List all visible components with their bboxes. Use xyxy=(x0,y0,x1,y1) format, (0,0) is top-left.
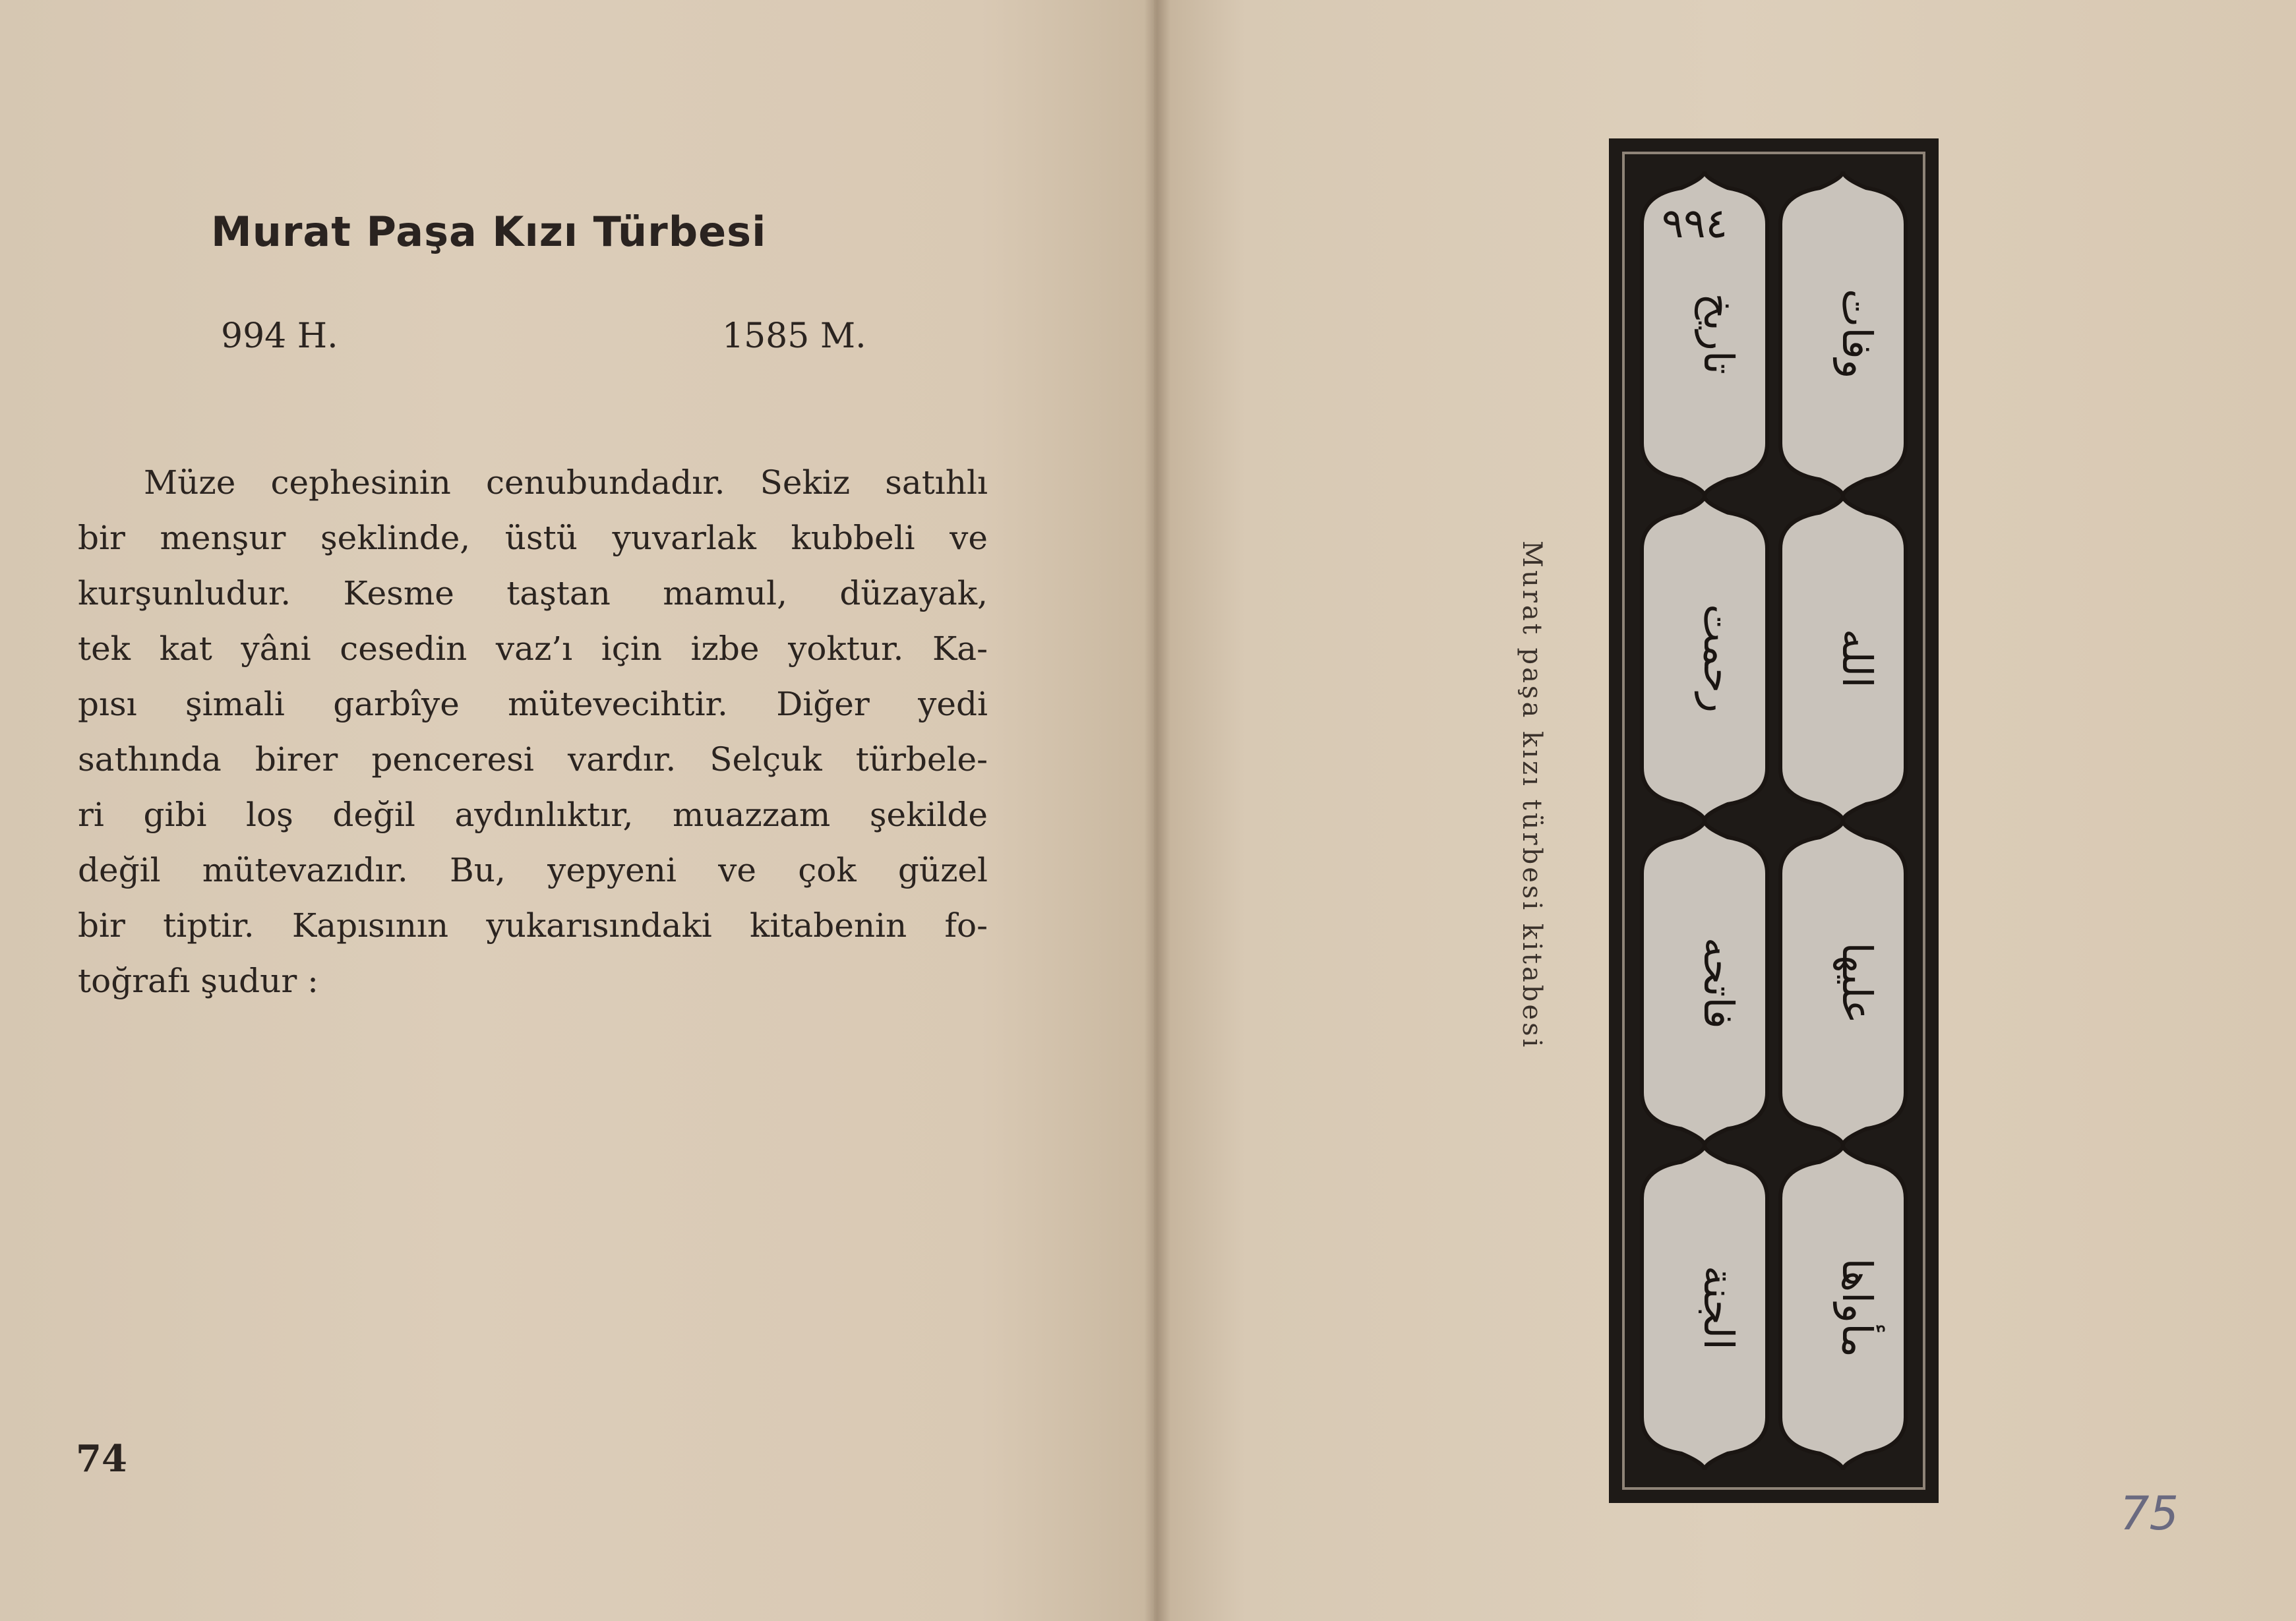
date-miladi: 1585 M. xyxy=(722,316,866,356)
page-number-right: 75 xyxy=(2120,1487,2179,1541)
page-number-left: 74 xyxy=(76,1437,127,1481)
inscription-photo xyxy=(1609,138,1939,1503)
body-line: bir tiptir. Kapısının yukarısındaki kitabenin fo- xyxy=(78,906,988,945)
body-line: bir menşur şeklinde, üstü yuvarlak kubbeli ve xyxy=(78,519,988,557)
inscription-date: ٩٩٤ xyxy=(1662,199,1728,247)
body-line: Müze cephesinin cenubundadır. Sekiz satıhlı xyxy=(144,463,988,502)
inscription-text: الجنة xyxy=(1695,1265,1743,1350)
body-paragraph xyxy=(78,455,988,1009)
inscription-text: فاتحه xyxy=(1695,937,1743,1029)
body-line: değil mütevazıdır. Bu, yepyeni ve çok güzel xyxy=(78,851,988,889)
date-hijri: 994 H. xyxy=(221,316,338,356)
figure-caption: Murat paşa kızı türbesi kitabesi xyxy=(1517,541,1547,1050)
body-line: ri gibi loş değil aydınlıktır, muazzam şekilde xyxy=(78,796,988,834)
inscription-text: رحمت xyxy=(1695,604,1743,713)
body-line: sathında birer penceresi vardır. Selçuk türbele- xyxy=(78,740,988,779)
inscription-text: تاريخ xyxy=(1695,293,1743,374)
book-gutter xyxy=(1144,0,1170,1621)
page-title: Murat Paşa Kızı Türbesi xyxy=(211,208,767,256)
inscription-text: وفات xyxy=(1833,288,1881,379)
body-line: pısı şimali garbîye mütevecihtir. Diğer yedi xyxy=(78,685,988,723)
body-line: toğrafı şudur : xyxy=(78,962,319,1000)
body-line: tek kat yâni cesedin vaz’ı için izbe yoktur. Ka- xyxy=(78,630,988,668)
inscription-text: الله xyxy=(1833,628,1881,688)
body-line: kurşunludur. Kesme taştan mamul, düzayak, xyxy=(78,574,988,612)
inscription-text: عليها xyxy=(1833,942,1881,1024)
inscription-text: مأواها xyxy=(1833,1258,1881,1358)
